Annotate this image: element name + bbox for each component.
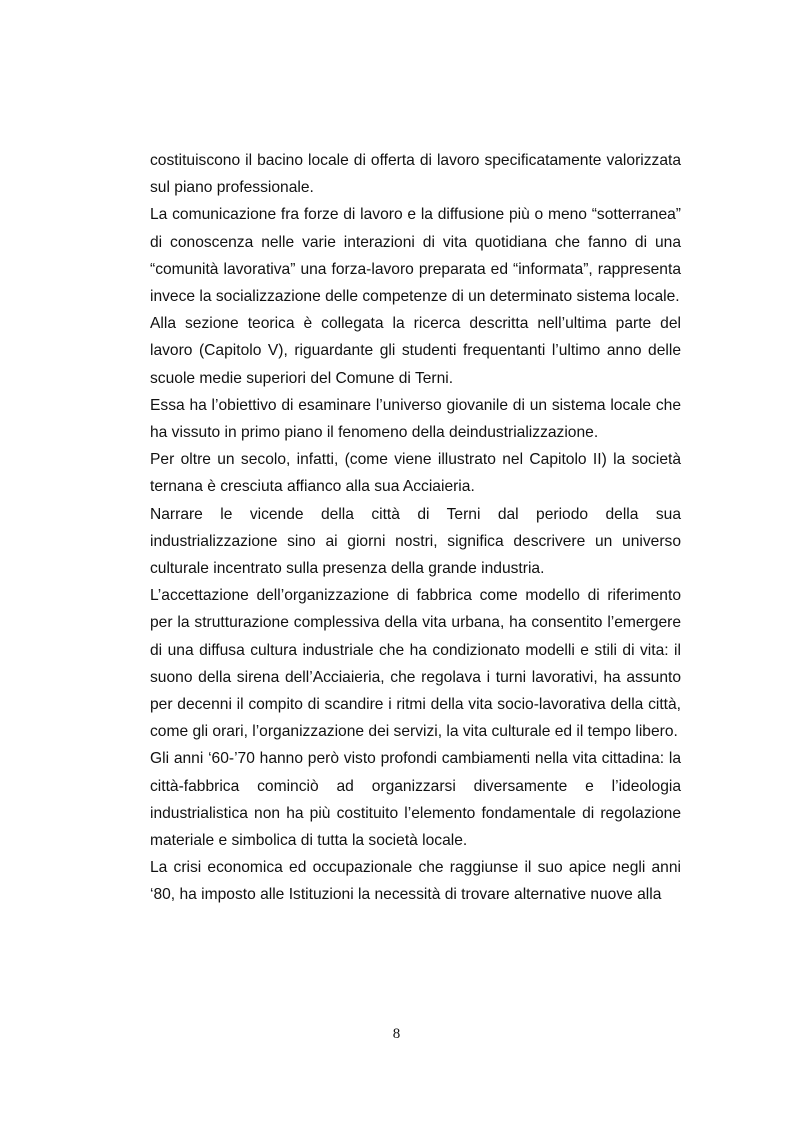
- paragraph: La crisi economica ed occupazionale che raggiunse il suo apice negli anni ‘80, ha imposto alle Istituzioni la necessità di trovare alternative nuove alla: [150, 859, 681, 904]
- paragraph: Gli anni ‘60-’70 hanno però visto profondi cambiamenti nella vita cittadina: la città-fabbrica cominciò ad organizzarsi diversamente e l’ideologia industrialistica non ha più costituito l’elemento fondamentale di regolazione materiale e simbolica di tutta la società locale.: [150, 750, 681, 850]
- paragraph: L’accettazione dell’organizzazione di fabbrica come modello di riferimento per la strutturazione complessiva della vita urbana, ha consentito l’emergere di una diffusa cultura industriale che ha condizionato modelli e stili di vita: il suono della sirena dell’Acciaieria, che regolava i turni lavorativi, ha assunto per decenni il compito di scandire i ritmi della vita socio-lavorativa della città, come gli orari, l’organizzazione dei servizi, la vita culturale ed il tempo libero.: [150, 587, 681, 741]
- paragraph: La comunicazione fra forze di lavoro e la diffusione più o meno “sotterranea” di conoscenza nelle varie interazioni di vita quotidiana che fanno di una “comunità lavorativa” una forza-lavoro preparata ed “informata”, rappresenta invece la socializzazione delle competenze di un determinato sistema locale.: [150, 206, 681, 306]
- body-text: [150, 147, 681, 909]
- paragraph: Narrare le vicende della città di Terni dal periodo della sua industrializzazione sino ai giorni nostri, significa descrivere un universo culturale incentrato sulla presenza della grande industria.: [150, 505, 681, 578]
- page-number: 8: [392, 1026, 401, 1042]
- paragraph: Alla sezione teorica è collegata la ricerca descritta nell’ultima parte del lavoro (Capitolo V), riguardante gli studenti frequentanti l’ultimo anno delle scuole medie superiori del Comune di Terni.: [150, 315, 681, 387]
- paragraph: costituiscono il bacino locale di offerta di lavoro specificatamente valorizzata sul piano professionale.: [150, 152, 681, 197]
- paragraph: Per oltre un secolo, infatti, (come viene illustrato nel Capitolo II) la società ternana è cresciuta affianco alla sua Acciaieria.: [150, 451, 681, 496]
- paragraph: Essa ha l’obiettivo di esaminare l’universo giovanile di un sistema locale che ha vissuto in primo piano il fenomeno della deindustrializzazione.: [150, 396, 681, 442]
